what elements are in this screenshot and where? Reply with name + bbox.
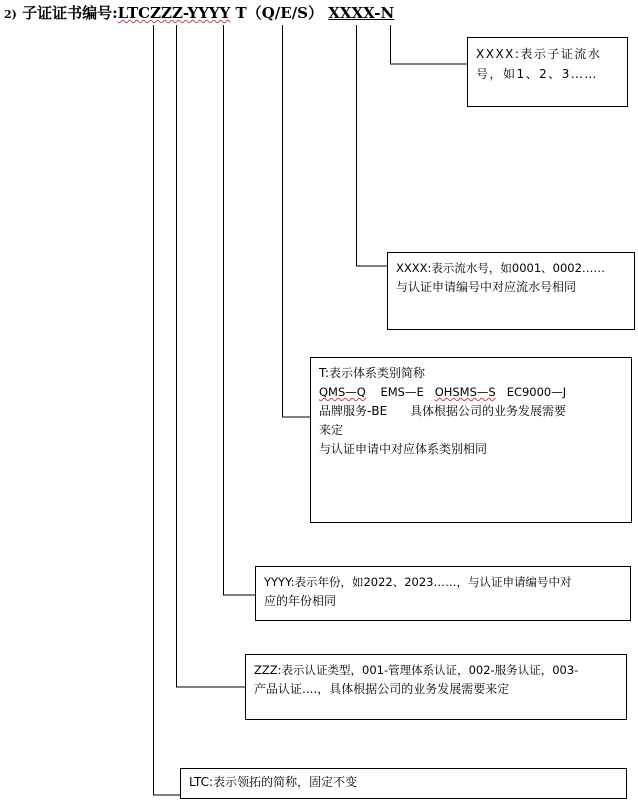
connector-serial-main: [357, 25, 388, 266]
box-system-type-line5: 与认证申请中对应体系类别相同: [319, 442, 488, 456]
heading-label: 子证证书编号:: [22, 4, 118, 22]
box-cert-type-line1: ZZZ:表示认证类型，001-管理体系认证，002-服务认证，003-: [254, 663, 579, 677]
connector-system-type: [283, 25, 311, 417]
box-serial-sub: [467, 37, 628, 107]
box-system-type-line1: T:表示体系类别简称: [319, 366, 426, 380]
connector-year: [224, 25, 256, 595]
box-ltc: [180, 768, 627, 799]
box-cert-type-line2: 产品认证....，具体根据公司的业务发展需要来定: [254, 682, 510, 696]
box-system-type-note: 具体根据公司的业务发展需要: [410, 404, 567, 418]
heading-code-type: T（Q/E/S）: [230, 4, 324, 22]
heading-code-ltc-year: LTCZZZ-YYYY: [117, 4, 231, 22]
box-serial-main-line1: XXXX:表示流水号，如0001、0002……: [396, 261, 605, 275]
box-serial-main-line2: 与认证申请编号中对应流水号相同: [396, 280, 577, 294]
code-ohsms: OHSMS—S: [434, 385, 496, 399]
box-system-type-codes: [319, 383, 623, 402]
box-system-type-line3: [319, 402, 623, 421]
code-ems: EMS—E: [380, 385, 424, 399]
box-serial-main: [387, 252, 635, 330]
box-serial-sub-line2: 号，如1、2、3……: [476, 67, 598, 81]
connector-serial-sub: [391, 25, 468, 64]
box-year-line2: 应的年份相同: [264, 594, 337, 608]
code-qms: QMS—Q: [319, 385, 366, 399]
code-ec: EC9000—J: [506, 385, 567, 399]
box-cert-type: [245, 654, 627, 720]
box-ltc-line1: LTC:表示领拓的简称，固定不变: [189, 775, 358, 789]
box-system-type-line4: 来定: [319, 423, 344, 437]
box-serial-sub-line1: XXXX:表示子证流水: [476, 47, 602, 61]
box-system-type: [310, 357, 632, 523]
box-year: [255, 566, 631, 621]
heading-number: 2): [4, 8, 17, 21]
box-year-line1: YYYY:表示年份，如2022、2023……，与认证申请编号中对: [264, 575, 572, 589]
heading-code-serial: XXXX-N: [328, 4, 395, 22]
connector-cert-type: [177, 25, 246, 687]
code-brand-service: 品牌服务-BE: [319, 404, 388, 418]
